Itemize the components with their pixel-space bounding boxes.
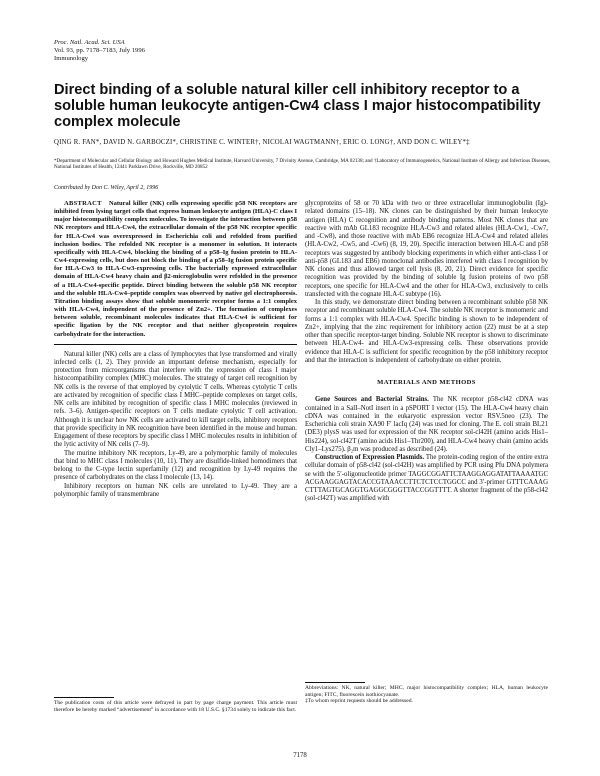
intro-paragraph-2: The murine inhibitory NK receptors, Ly-49, are a polymorphic family of molecules that bind to MHC class I molecules (10, 11). They are disulfide-linked homodimers that belong to the C-type lectin superfamily (12) and recognition by Ly-49 requires the presence of carbohydrates on the class I molecule (13, 14). xyxy=(54,449,297,482)
page-number: 7178 xyxy=(293,752,307,759)
abstract-text: Natural killer (NK) cells expressing specific p58 NK receptors are inhibited from lysing target cells that express human leukocyte antigen (HLA)-C class I major histocompatibility complex molecules. To investigate the interaction between p58 NK receptors and HLA-Cw4, the extracellular domain of the p58 NK receptor specific for HLA-Cw4 was overexpressed in Escherichia coli and refolded from purified inclusion bodies. The refolded NK receptor is a monomer in solution. It interacts specifically with HLA-Cw4, blocking the binding of a p58–Ig fusion protein to HLA-Cw4-expressing cells, but does not block the binding of a p58–Ig fusion protein specific for HLA-Cw3 to HLA-Cw3-expressing cells. The bacterially expressed extracellular domain of HLA-Cw4 heavy chain and β2-microglobulin were refolded in the presence of a HLA-Cw4-specific peptide. Direct binding between the soluble p58 NK receptor and the soluble HLA-Cw4–peptide complex was observed by native gel electrophoresis. Titration binding assays show that soluble monomeric receptor forms a 1:1 complex with HLA-Cw4, independent of the presence of Zn2+. The formation of complexes between soluble, recombinant molecules indicates that HLA-Cw4 is sufficient for specific ligation by the NK receptor and that neither glycoprotein requires carbohydrate for the interaction. xyxy=(54,200,297,338)
intro-paragraph-5: In this study, we demonstrate direct binding between a recombinant soluble p58 NK receptor and recombinant soluble HLA-Cw4. The soluble NK receptor is monomeric and forms a 1:1 complex with HLA-Cw4. Specific binding is shown to be independent of Zn2+, implying that the zinc requirement for inhibitory action (22) must be at a step other than specific receptor-target binding. Soluble NK receptor is shown to discriminate between HLA-Cw4- and HLA-Cw3-expressing cells. These observations provide evidence that HLA-C is sufficient for specific recognition by the p58 inhibitory receptor and that the interaction is independent of carbohydrate on either protein. xyxy=(305,299,548,364)
page-charge-footnote: The publication costs of this article were defrayed in part by page charge payment. This article must therefore be hereby marked “advertisement” in accordance with 18 U.S.C. §1734 solely to indicate this fact. xyxy=(54,700,297,713)
affiliations: *Department of Molecular and Cellular Biology and Howard Hughes Medical Institute, Harvard University, 7 Divinity Avenue, Cambridge, MA 02138; and †Laboratory of Immunogenetics, National Institute of Allergy and Infectious Diseases, National Institutes of Health, 12441 Parklawn Drive, Rockville, MD 20852 xyxy=(54,158,551,171)
left-column xyxy=(54,200,297,499)
abbreviations-footnote: Abbreviations: NK, natural killer; MHC, major histocompatibility complex; HLA, human leukocyte antigen; FITC, fluorescein isothiocyanate. xyxy=(305,685,548,698)
methods-paragraph-2 xyxy=(305,454,548,504)
journal-header xyxy=(54,39,145,63)
abstract xyxy=(54,200,297,339)
methods-subheading-2: Construction of Expression Plasmids. xyxy=(315,454,425,461)
footnote-left xyxy=(54,697,297,713)
methods-text-1: The NK receptor p58-cl42 cDNA was contained in a SalI–NotI insert in a pSPORT I vector (15). The HLA-Cw4 heavy chain cDNA was contained in the eukaryotic expression vector RSV.5neo (23). The Escherichia coli strain XA90 F′ lacIq (24) was used for cloning. The E. coli strain BL21 (DE3) plysS was used for expression of the NK receptor sol-cl42H (amino acids His1–His224), sol-cl42T (amino acids His1–Thr200), and HLA-Cw4 heavy chain (amino acids Cly1–Lys275). β₂m was produced as described (24). xyxy=(305,396,548,453)
footnote-divider xyxy=(54,697,114,698)
methods-paragraph-1 xyxy=(305,396,548,454)
journal-section: Immunology xyxy=(54,55,89,62)
methods-heading: MATERIALS AND METHODS xyxy=(377,379,476,386)
article-title: Direct binding of a soluble natural killer cell inhibitory receptor to a soluble human leukocyte antigen-Cw4 class I major histocompatibility complex molecule xyxy=(54,82,541,130)
intro-paragraph-4: glycoproteins of 58 or 70 kDa with two or three extracellular immunoglobulin (Ig)-related domains (15–18). NK clones can be distinguished by their human leukocyte antigen (HLA) C recognition and antibody binding patterns. Most NK clones that are reactive with mAb GL183 recognize HLA-Cw3 and related alleles (HLA-Cw1, -Cw7, and -Cw8), and those reactive with mAb EB6 recognize HLA-Cw4 and related alleles (HLA-Cw2, -Cw5, and -Cw6) (8, 19, 20). Specific interaction between HLA-C and p58 receptors was suggested by antibody blocking experiments in which either anti-class I or anti-p58 (GL183 and EB6) monoclonal antibodies interfered with class I recognition by NK clones and thus allowed target cell lysis (8, 20, 21). Direct evidence for specific recognition was provided by the binding of soluble Ig fusion proteins of two p58 receptors, one specific for HLA-Cw4 and the other for HLA-Cw3, exclusively to cells transfected with the cognate HLA-C subtype (16). xyxy=(305,200,548,298)
methods-text-2: The protein-coding region of the entire extracellular domain of p58-cl42 (sol-cl42H) was amplified by PCR using Pfu DNA polymerase with the 5′-oligonucleotide primer TAGGCGGATTCTAAGGAGGATATTAAAATGCACGAAGGAGTACACCGTAAACCTTCTCTCCTGGCC and 3′-primer GTTTCAAAGCTTTAGTGCAGGTGAGGCGGGTTACCGGTTTT. A shorter fragment of the p58-cl42 (sol-cl42T) was amplified with xyxy=(305,454,549,503)
footnote-divider-right xyxy=(305,682,365,683)
journal-volume: Vol. 93, pp. 7178–7183, July 1996 xyxy=(54,47,145,54)
intro-paragraph-3: Inhibitory receptors on human NK cells are unrelated to Ly-49. They are a polymorphic family of transmembrane xyxy=(54,482,297,498)
author-list: QING R. FAN*, DAVID N. GARBOCZI*, CHRISTINE C. WINTER†, NICOLAI WAGTMANN†, ERIC O. LONG†, AND DON C. WILEY*‡ xyxy=(54,139,470,146)
journal-name: Proc. Natl. Acad. Sci. USA xyxy=(54,39,125,46)
right-column xyxy=(305,200,548,504)
methods-subheading-1: Gene Sources and Bacterial Strains. xyxy=(315,396,429,404)
abstract-divider xyxy=(54,344,297,345)
contributed-by: Contributed by Don C. Wiley, April 2, 1996 xyxy=(54,185,159,191)
correspondence-footnote: ‡To whom reprint requests should be addressed. xyxy=(305,698,413,705)
abstract-label: ABSTRACT xyxy=(64,200,102,207)
intro-paragraph-1: Natural killer (NK) cells are a class of lymphocytes that lyse transformed and virally infected cells (1, 2). They provide an important defense mechanism, especially for protection from microorganisms that interfere with the expression of class I major histocompatibility complex (MHC) molecules. The strategy of target cell recognition by NK cells is the reverse of that employed by cytolytic T cells. Whereas cytolytic T cells are activated by recognition of specific class I MHC–peptide complexes on target cells, NK cells are inhibited by recognition of specific class I MHC molecules (reviewed in refs. 3–6). Antigen-specific receptors on T cells mediate cytolytic T cell activation. Although it is unclear how NK cells are activated to kill target cells, inhibitory receptors that provide specificity in NK recognition have been identified in the mouse and human. Engagement of these receptors by specific class I MHC molecules results in inhibition of the lytic activity of NK cells (7–9). xyxy=(54,350,297,449)
footnote-right xyxy=(305,682,548,705)
